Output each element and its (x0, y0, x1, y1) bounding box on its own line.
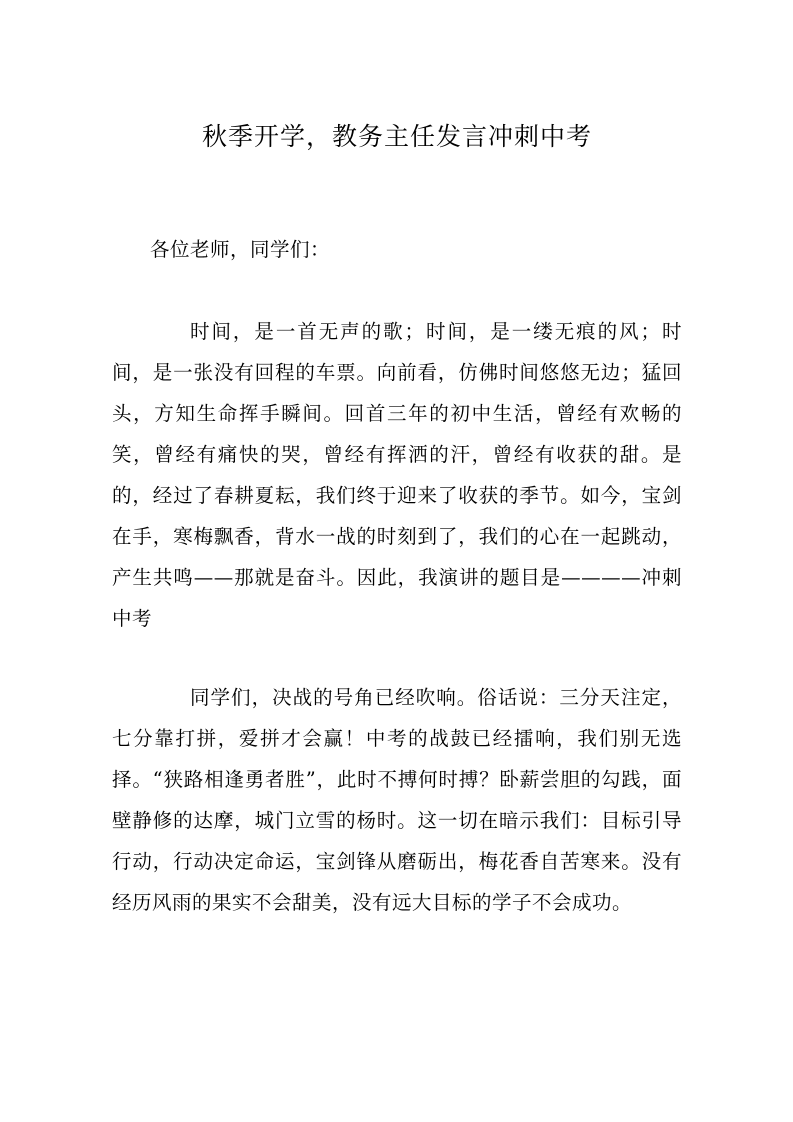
page-title: 秋季开学，教务主任发言冲刺中考 (201, 122, 592, 151)
paragraph-body-2: 同学们，决战的号角已经吹响。俗话说：三分天注定，七分靠打拼，爱拼才会赢！中考的战鼓已经擂响，我们别无选择。“狭路相逢勇者胜”，此时不搏何时搏？卧薪尝胆的勾践，面壁静修的达摩，城门立雪的杨时。这一切在暗示我们：目标引导行动，行动决定命运，宝剑锋从磨砺出，梅花香自苦寒来。没有经历风雨的果实不会甜美，没有远大目标的学子不会成功。 (112, 685, 682, 914)
paragraph-spacer (112, 640, 682, 678)
paragraph-body-1: 时间，是一首无声的歌；时间，是一缕无痕的风；时间，是一张没有回程的车票。向前看，仿佛时间悠悠无边；猛回头，方知生命挥手瞬间。回首三年的初中生活，曾经有欢畅的笑，曾经有痛快的哭，曾经有挥洒的汗，曾经有收获的甜。是的，经过了春耕夏耘，我们终于迎来了收获的季节。如今，宝剑在手，寒梅飘香，背水一战的时刻到了，我们的心在一起跳动，产生共鸣——那就是奋斗。因此，我演讲的题目是————冲刺中考 (112, 320, 682, 630)
document-body (112, 0, 682, 924)
paragraph-salutation: 各位老师，同学们： (150, 237, 331, 261)
paragraph-spacer (112, 270, 682, 312)
